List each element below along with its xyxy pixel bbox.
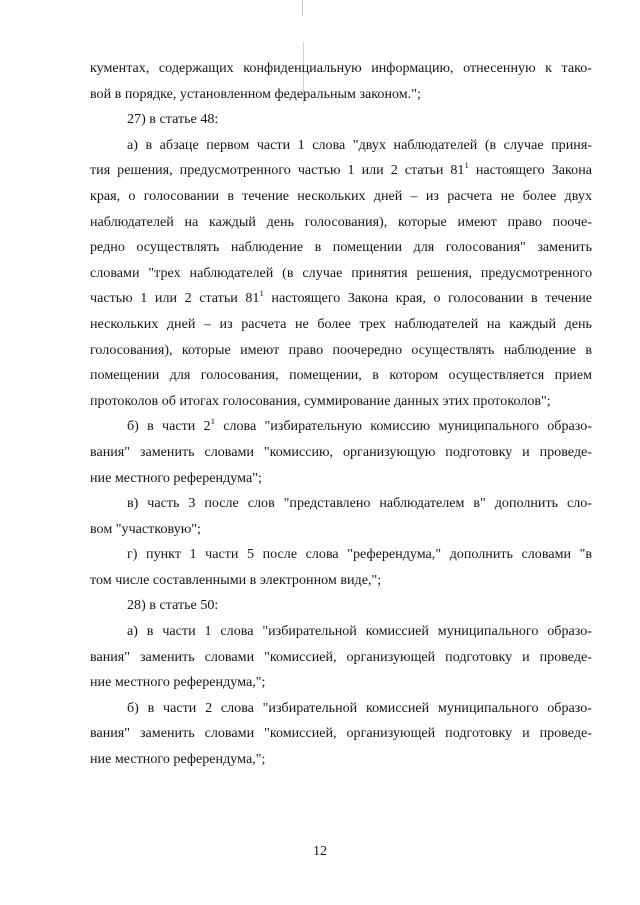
page-number: 12 [312,843,328,859]
text-line: нескольких дней – из расчета не более трех наблюдателей на каждый день [90,315,592,332]
scan-artifact-line [302,0,303,16]
text-line: вания" заменить словами "комиссию, организующую подготовку и проведе- [90,443,592,460]
text-line: протоколов об итогах голосования, суммирование данных этих протоколов"; [90,392,551,409]
document-body [90,56,592,773]
text-line: вой в порядке, установленном федеральным законом."; [90,85,421,102]
text-line: вания" заменить словами "комиссией, организующей подготовку и проведе- [90,725,592,742]
text-line: вом "участковую"; [90,520,201,537]
text-line: б) в части $2^1$ слова "избирательную комиссию муниципального образо- [127,416,593,435]
text-line: в) часть 3 после слов "представлено наблюдателем в" дополнить сло- [127,495,592,512]
text-line: а) в части 1 слова "избирательной комиссией муниципального образо- [127,623,592,640]
text-line: 28) в статье 50: [127,597,219,614]
text-line: края, о голосовании в течение нескольких дней – из расчета не более двух [90,187,592,204]
text-line: ние местного референдума,"; [90,751,266,768]
text-line: а) в абзаце первом части 1 слова "двух наблюдателей (в случае приня- [127,136,592,153]
text-line: словами "трех наблюдателей (в случае принятия решения, предусмотренного [90,264,592,281]
text-line: тия решения, предусмотренного частью 1 или 2 статьи $81^1$ настоящего Закона [90,160,592,179]
text-line: кументах, содержащих конфиденциальную информацию, отнесенную к тако- [90,60,592,76]
text-line: редно осуществлять наблюдение в помещении для голосования" заменить [90,239,592,256]
text-line: наблюдателей на каждый день голосования), которые имеют право пооче- [90,213,592,230]
text-line: ние местного референдума"; [90,469,262,486]
text-line: г) пункт 1 части 5 после слова "референдума," дополнить словами "в [127,546,592,563]
text-line: том числе составленными в электронном виде,"; [90,571,382,588]
text-line: голосования), которые имеют право поочередно осуществлять наблюдение в [90,341,592,358]
text-line: помещении для голосования, помещении, в котором осуществляется прием [90,367,592,384]
text-line: ние местного референдума,"; [90,674,266,691]
text-line: б) в части 2 слова "избирательной комиссией муниципального образо- [127,699,592,716]
text-line: частью 1 или 2 статьи $81^1$ настоящего Закона края, о голосовании в течение [90,288,592,307]
text-line: вания" заменить словами "комиссией, организующей подготовку и проведе- [90,648,592,665]
text-line: 27) в статье 48: [127,111,219,128]
